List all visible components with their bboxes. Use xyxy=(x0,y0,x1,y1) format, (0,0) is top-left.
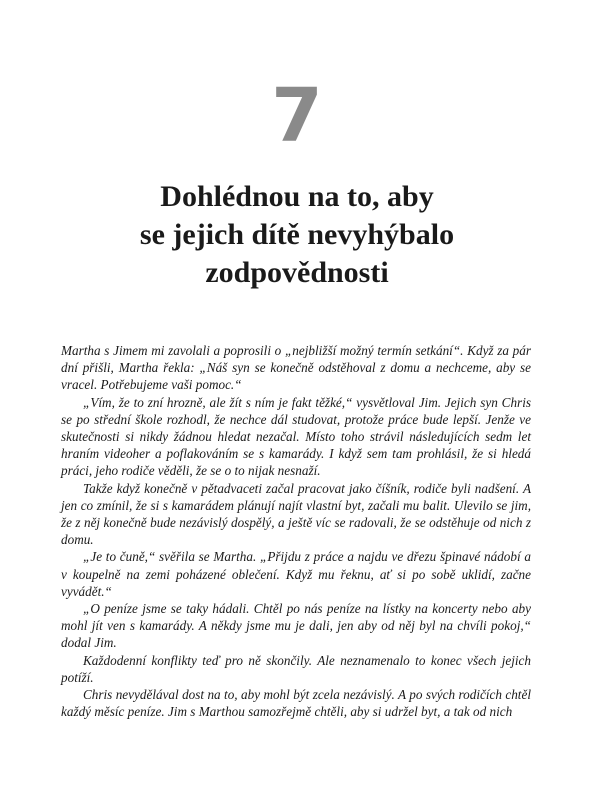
chapter-title-line-2: se jejich dítě nevyhýbalo xyxy=(139,218,455,251)
paragraph: „Vím, že to zní hrozně, ale žít s ním je fakt těžké,“ vysvětloval Jim. Jejich syn Chris se po střední škole rozhodl, že nechce dál studovat, protože práce bude lepší. Jenže ve skutečnosti si nikdy žádnou hledat nezačal. Místo toho strávil následujících sedm let hraním videoher a poflakováním se s kamarády. I když sem tam prohlásil, že si hledá práci, jeho rodiče věděli, že se o to nijak nesnaží. xyxy=(61,394,531,479)
chapter-number: 7 xyxy=(271,73,323,159)
chapter-title-line-1: Dohlédnou na to, aby xyxy=(160,180,434,213)
paragraph: Martha s Jimem mi zavolali a poprosili o „nejbližší možný termín setkání“. Když za pár dní přišli, Martha řekla: „Náš syn se konečně odstěhoval z domu a nechceme, aby se vracel. Potřebujeme vaši pomoc.“ xyxy=(61,343,531,393)
chapter-title xyxy=(0,178,594,292)
paragraph: „Je to čuně,“ svěřila se Martha. „Přijdu z práce a najdu ve dřezu špinavé nádobí a v koupelně na zemi poházené oblečení. Když mu řeknu, ať si po sobě uklidí, začne vyvádět.“ xyxy=(61,549,531,599)
paragraph: Takže když konečně v pětadvaceti začal pracovat jako číšník, rodiče byli nadšení. A jen co zmínil, že si s kamarádem plánují najít vlastní byt, začali mu balit. Ulevilo se jim, že z něj konečně bude nezávislý dospělý, a ještě víc se radovali, že se odstěhuje od nich z domu. xyxy=(61,480,531,548)
paragraph: Každodenní konflikty teď pro ně skončily. Ale neznamenalo to konec všech jejich potíží. xyxy=(61,652,531,685)
paragraph: „O peníze jsme se taky hádali. Chtěl po nás peníze na lístky na koncerty nebo aby mohl jít ven s kamarády. A někdy jsme mu je dali, jen aby od něj byl na chvíli pokoj,“ dodal Jim. xyxy=(61,601,531,651)
chapter-title-line-3: zodpovědnosti xyxy=(205,256,389,289)
paragraph: Chris nevydělával dost na to, aby mohl být zcela nezávislý. A po svých rodičích chtěl každý měsíc peníze. Jim s Marthou samozřejmě chtěli, aby si udržel byt, a tak od nich xyxy=(61,687,531,720)
chapter-body xyxy=(61,342,531,720)
